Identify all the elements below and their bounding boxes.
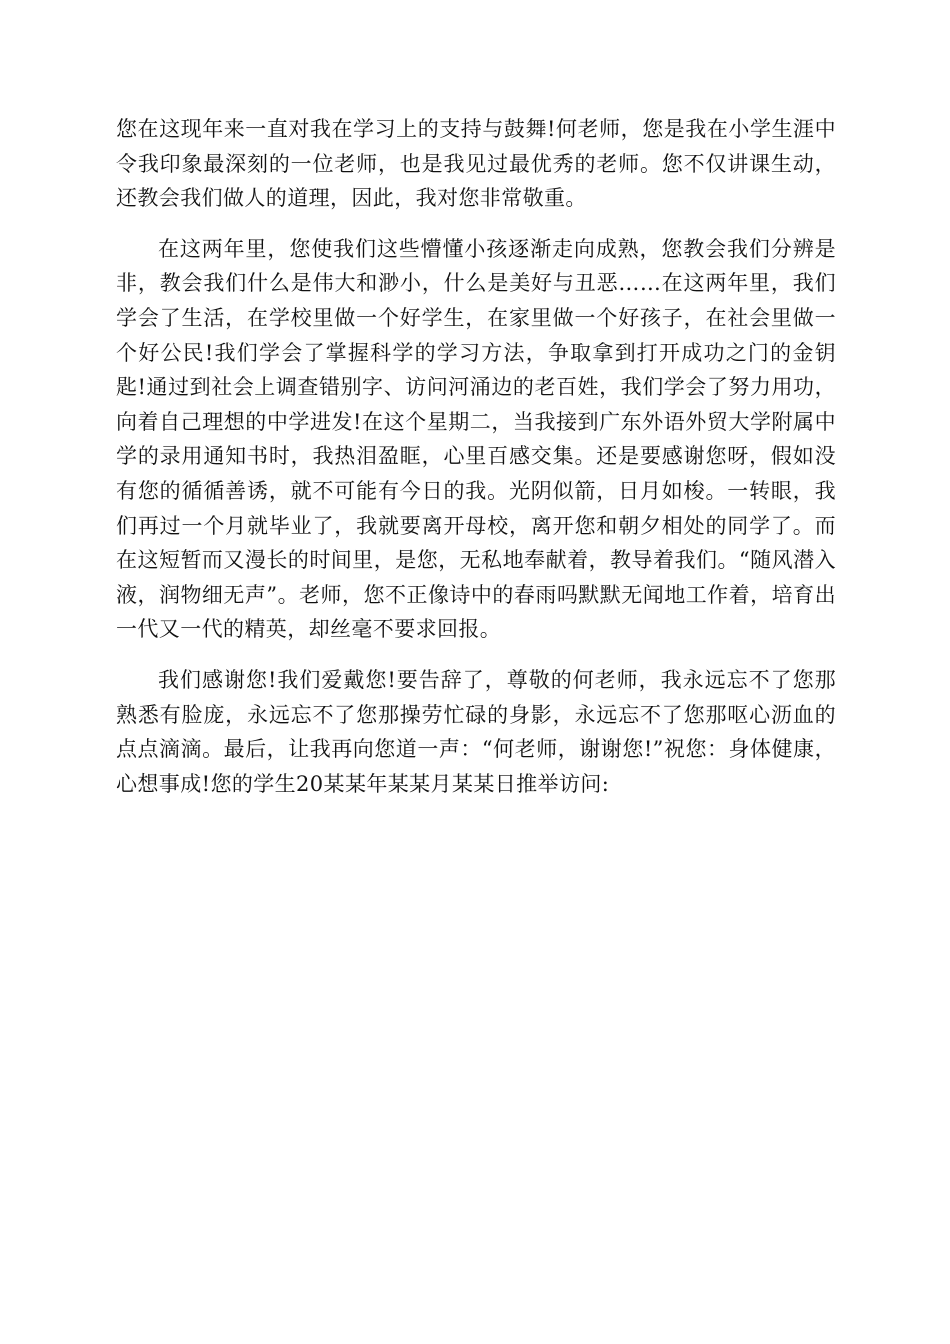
document-body — [116, 112, 836, 817]
paragraph-1: 您在这现年来一直对我在学习上的支持与鼓舞!何老师，您是我在小学生涯中令我印象最深刻的一位老师，也是我见过最优秀的老师。您不仅讲课生动，还教会我们做人的道理，因此，我对您非常敬重。 — [116, 117, 836, 211]
paragraph-2: 在这两年里，您使我们这些懵懂小孩逐渐走向成熟，您教会我们分辨是非，教会我们什么是伟大和渺小，什么是美好与丑恶……在这两年里，我们学会了生活，在学校里做一个好学生，在家里做一个好孩子，在社会里做一个好公民!我们学会了掌握科学的学习方法，争取拿到打开成功之门的金钥匙!通过到社会上调查错别字、访问河涌边的老百姓，我们学会了努力用功，向着自己理想的中学进发!在这个星期二，当我接到广东外语外贸大学附属中学的录用通知书时，我热泪盈眶，心里百感交集。还是要感谢您呀，假如没有您的循循善诱，就不可能有今日的我。光阴似箭，日月如梭。一转眼，我们再过一个月就毕业了，我就要离开母校，离开您和朝夕相处的同学了。而在这短暂而又漫长的时间里，是您，无私地奉献着，教导着我们。“随风潜入液，润物细无声”。老师，您不正像诗中的春雨吗默默无闻地工作着，培育出一代又一代的精英，却丝毫不要求回报。 — [116, 236, 836, 642]
paragraph-3: 我们感谢您!我们爱戴您!要告辞了，尊敬的何老师，我永远忘不了您那熟悉有脸庞，永远忘不了您那操劳忙碌的身影，永远忘不了您那呕心沥血的点点滴滴。最后，让我再向您道一声：“何老师，谢谢您!”祝您：身体健康，心想事成!您的学生20某某年某某月某某日推举访问: — [116, 667, 836, 796]
